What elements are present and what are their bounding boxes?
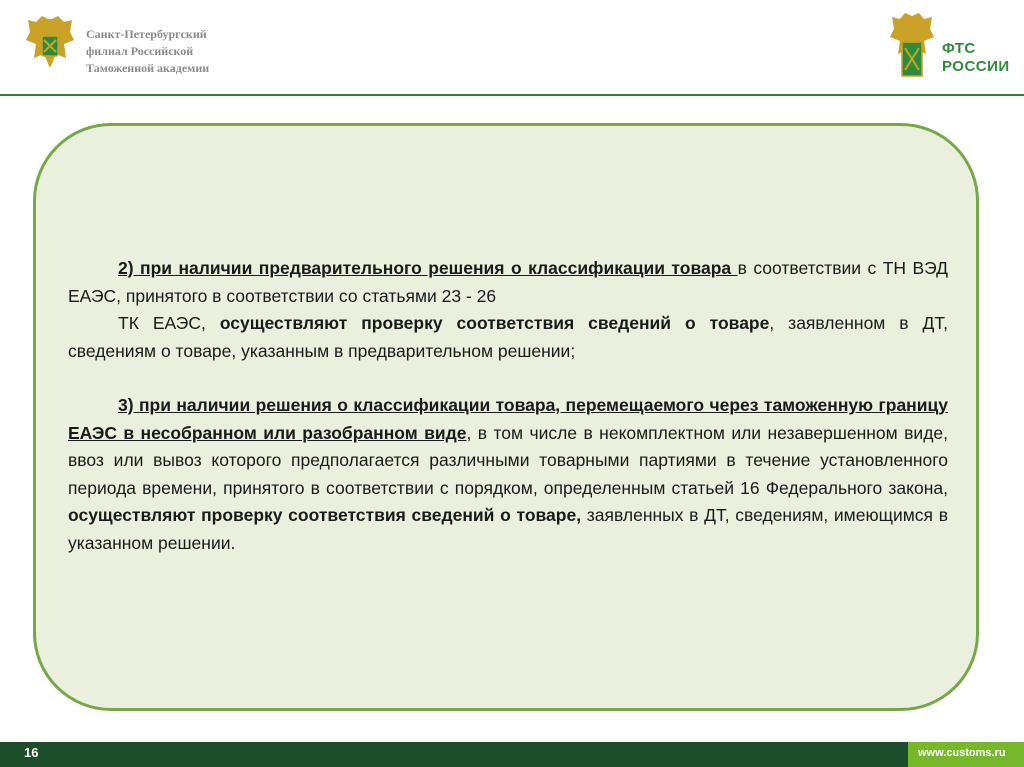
fts-russia-logo-text: [942, 40, 1010, 76]
academy-name-line2: филиал Российской: [86, 44, 194, 58]
paragraph-2-continued: [68, 310, 948, 365]
paragraph-3: [68, 392, 948, 557]
paragraph-2-text-c: , заявленном в ДТ, сведениям о товаре, указанным в предварительном решении;: [68, 313, 948, 361]
fts-text-line1: ФТС: [942, 40, 976, 57]
double-headed-eagle-emblem-icon: [24, 14, 76, 76]
paragraph-3-emphasis: осуществляют проверку соответствия сведений о товаре,: [68, 505, 582, 525]
paragraph-spacer: [68, 365, 948, 392]
paragraph-3-text-b: заявленных в ДТ, сведениям, имеющимся в указанном решении.: [68, 505, 948, 553]
website-link[interactable]: www.customs.ru: [918, 747, 1006, 759]
header-divider: [0, 94, 1024, 96]
academy-name-line3: Таможенной академии: [86, 61, 210, 75]
paragraph-2: [68, 255, 948, 310]
header: [0, 0, 1024, 96]
paragraph-2-text-b: ТК ЕАЭС,: [118, 313, 220, 333]
paragraph-3-heading: 3) при наличии решения о классификации товара, перемещаемого через таможенную границу ЕАЭС в несобранном или разобранном виде: [68, 395, 948, 443]
paragraph-3-text-a: , в том числе в некомплектном или незавершенном виде, ввоз или вывоз которого предполагается различными товарными партиями в течение установленного периода времени, принятого в соответствии с порядком, определенным статьей 16 Федерального закона,: [68, 422, 948, 498]
academy-name-line1: Санкт-Петербургский: [86, 27, 207, 41]
paragraph-2-heading: 2) при наличии предварительного решения о классификации товара: [118, 258, 738, 278]
slide-body-text: [68, 255, 948, 557]
paragraph-2-emphasis: осуществляют проверку соответствия сведений о товаре: [219, 313, 770, 333]
page-number: 16: [24, 745, 39, 760]
paragraph-2-text-a: в соответствии с ТН ВЭД ЕАЭС, принятого в соответствии со статьями 23 - 26: [68, 258, 948, 306]
footer-bar: [0, 742, 1024, 767]
fts-text-line2: РОССИИ: [942, 58, 1010, 75]
fts-eagle-emblem-icon: [889, 12, 935, 82]
academy-name: [86, 26, 209, 77]
